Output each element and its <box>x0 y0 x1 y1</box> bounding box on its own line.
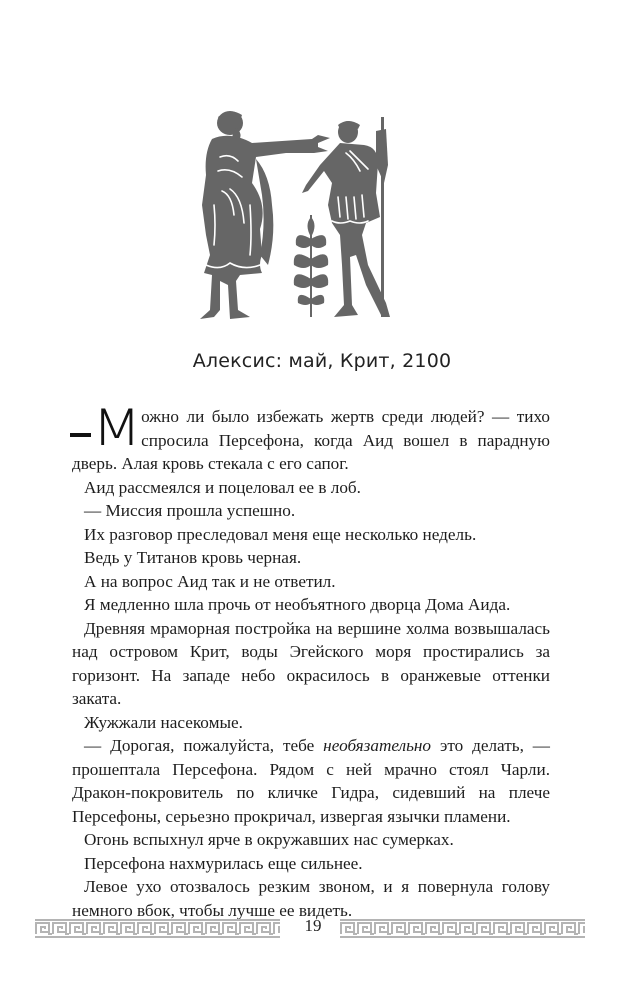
drop-cap-letter: М <box>92 399 142 457</box>
italic-emphasis: необязательно <box>323 736 432 755</box>
body-text <box>72 399 550 922</box>
paragraph-12: Персефона нахмурилась еще сильнее. <box>84 853 363 873</box>
paragraph-text: — Дорогая, пожалуйста, тебе <box>84 736 324 755</box>
greek-key-ornament-left <box>35 919 280 938</box>
paragraph-9: Жужжали насекомые. <box>84 712 243 732</box>
paragraph-13: Левое ухо отозвалось резким звоном, и я повернула голову немного вбок, чтобы лучше ее видеть. <box>72 877 550 920</box>
paragraph-6: А на вопрос Аид так и не ответил. <box>84 571 336 591</box>
drop-cap <box>70 399 142 457</box>
paragraph-1 <box>72 399 550 476</box>
paragraph-text: ожно ли было избежать жертв среди людей? — тихо спросила Персефона, когда Аид вошел в парадную дверь. Алая кровь стекала с его сапог. <box>72 407 550 473</box>
paragraph-text: это делать, — прошептала Персефона. Рядом с ней мрачно стоял Чарли. Дракон-покровитель по кличке Гидра, сидевший на плече Персефоны, серьезно прокричал, извергая язычки пламени. <box>72 736 550 826</box>
chapter-heading: Алексис: май, Крит, 2100 <box>192 350 452 372</box>
page-number: 19 <box>304 916 322 935</box>
greek-key-ornament-right <box>340 919 585 938</box>
paragraph-2: Аид рассмеялся и поцеловал ее в лоб. <box>84 477 361 497</box>
paragraph-4: Их разговор преследовал меня еще несколько недель. <box>84 524 477 544</box>
greek-figures-illustration <box>190 105 430 330</box>
paragraph-8: Древняя мраморная постройка на вершине холма возвышалась над островом Крит, воды Эгейского моря простирались за горизонт. На западе небо окрасилось в оранжевые оттенки заката. <box>72 618 550 708</box>
paragraph-7: Я медленно шла прочь от необъятного дворца Дома Аида. <box>84 595 511 614</box>
paragraph-10 <box>72 734 550 828</box>
drop-cap-dash <box>70 433 91 437</box>
paragraph-3: — Миссия прошла успешно. <box>84 501 296 520</box>
paragraph-11: Огонь вспыхнул ярче в окружавших нас сумерках. <box>84 830 454 849</box>
paragraph-5: Ведь у Титанов кровь черная. <box>84 548 302 567</box>
page-footer <box>0 915 644 945</box>
